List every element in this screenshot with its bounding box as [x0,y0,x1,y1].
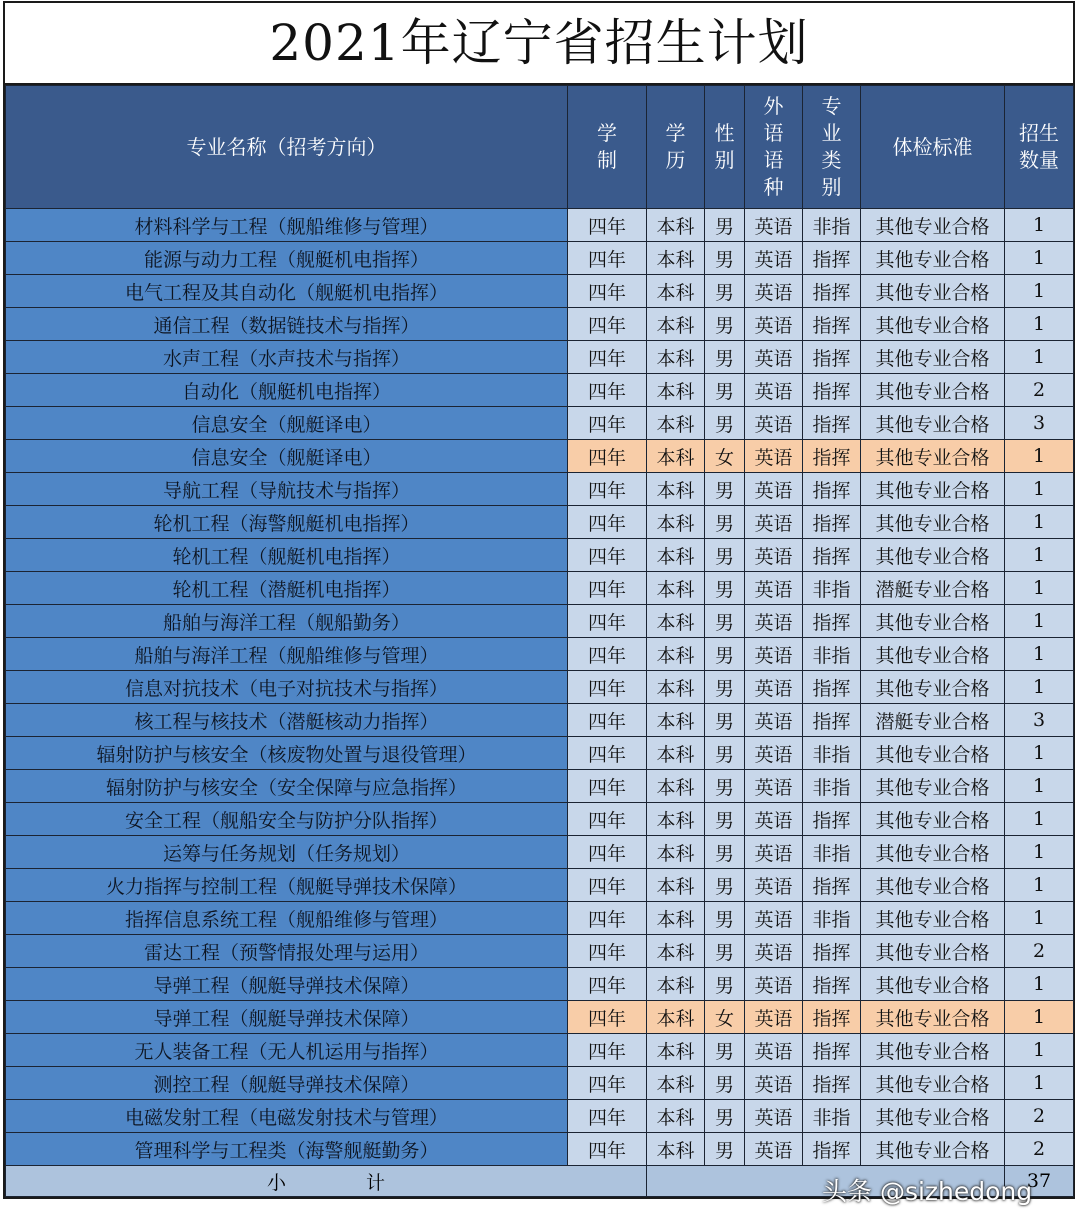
cell-language: 英语 [745,440,803,473]
cell-gender: 男 [705,836,745,869]
cell-degree: 本科 [647,638,705,671]
cell-language: 英语 [745,671,803,704]
cell-category: 指挥 [803,407,861,440]
cell-gender: 男 [705,902,745,935]
cell-category: 非指 [803,902,861,935]
cell-language: 英语 [745,605,803,638]
cell-physical: 其他专业合格 [861,1034,1005,1067]
cell-physical: 其他专业合格 [861,209,1005,242]
cell-language: 英语 [745,539,803,572]
cell-category: 指挥 [803,935,861,968]
cell-physical: 潜艇专业合格 [861,572,1005,605]
table-row [6,935,1074,968]
cell-physical: 其他专业合格 [861,737,1005,770]
cell-language: 英语 [745,407,803,440]
cell-category: 指挥 [803,341,861,374]
cell-language: 英语 [745,902,803,935]
cell-category: 指挥 [803,869,861,902]
cell-degree: 本科 [647,836,705,869]
cell-major: 船舶与海洋工程（舰船维修与管理） [6,638,568,671]
cell-degree: 本科 [647,935,705,968]
cell-quota: 1 [1005,671,1074,704]
cell-duration: 四年 [568,1034,647,1067]
cell-major: 导弹工程（舰艇导弹技术保障） [6,968,568,1001]
cell-category: 非指 [803,737,861,770]
cell-quota: 1 [1005,803,1074,836]
cell-duration: 四年 [568,407,647,440]
cell-major: 管理科学与工程类（海警舰艇勤务） [6,1133,568,1166]
watermark: 头条 @sizhedong [822,1177,1033,1206]
cell-gender: 女 [705,440,745,473]
cell-physical: 其他专业合格 [861,1067,1005,1100]
cell-degree: 本科 [647,902,705,935]
cell-quota: 1 [1005,770,1074,803]
cell-major: 电气工程及其自动化（舰艇机电指挥） [6,275,568,308]
header-major: 专业名称（招考方向） [6,86,568,209]
cell-major: 指挥信息系统工程（舰船维修与管理） [6,902,568,935]
table-row [6,737,1074,770]
cell-degree: 本科 [647,374,705,407]
cell-major: 轮机工程（潜艇机电指挥） [6,572,568,605]
cell-major: 信息安全（舰艇译电） [6,440,568,473]
cell-category: 指挥 [803,1001,861,1034]
table-row [6,770,1074,803]
cell-major: 材料科学与工程（舰船维修与管理） [6,209,568,242]
cell-category: 非指 [803,638,861,671]
cell-duration: 四年 [568,803,647,836]
cell-gender: 男 [705,803,745,836]
cell-physical: 其他专业合格 [861,803,1005,836]
cell-gender: 男 [705,572,745,605]
cell-gender: 男 [705,374,745,407]
cell-gender: 男 [705,539,745,572]
cell-physical: 潜艇专业合格 [861,704,1005,737]
subtotal-label-right: 计 [366,1171,386,1194]
cell-quota: 1 [1005,605,1074,638]
cell-degree: 本科 [647,473,705,506]
cell-quota: 1 [1005,506,1074,539]
cell-major: 轮机工程（海警舰艇机电指挥） [6,506,568,539]
table-row [6,242,1074,275]
table-row [6,869,1074,902]
cell-category: 指挥 [803,1067,861,1100]
cell-category: 指挥 [803,704,861,737]
cell-duration: 四年 [568,605,647,638]
cell-major: 水声工程（水声技术与指挥） [6,341,568,374]
cell-gender: 男 [705,473,745,506]
table-row [6,209,1074,242]
cell-physical: 其他专业合格 [861,407,1005,440]
cell-major: 轮机工程（舰艇机电指挥） [6,539,568,572]
cell-degree: 本科 [647,1067,705,1100]
cell-category: 指挥 [803,275,861,308]
cell-physical: 其他专业合格 [861,836,1005,869]
cell-category: 指挥 [803,1133,861,1166]
cell-gender: 男 [705,341,745,374]
header-degree: 学历 [647,86,705,209]
cell-major: 运筹与任务规划（任务规划） [6,836,568,869]
cell-major: 导弹工程（舰艇导弹技术保障） [6,1001,568,1034]
cell-physical: 其他专业合格 [861,341,1005,374]
cell-degree: 本科 [647,308,705,341]
cell-quota: 1 [1005,869,1074,902]
cell-quota: 1 [1005,1034,1074,1067]
cell-physical: 其他专业合格 [861,1100,1005,1133]
cell-physical: 其他专业合格 [861,1001,1005,1034]
cell-physical: 其他专业合格 [861,473,1005,506]
cell-degree: 本科 [647,869,705,902]
table-row [6,506,1074,539]
cell-gender: 男 [705,1034,745,1067]
cell-language: 英语 [745,341,803,374]
cell-quota: 1 [1005,968,1074,1001]
header-gender: 性别 [705,86,745,209]
cell-language: 英语 [745,1100,803,1133]
cell-degree: 本科 [647,1034,705,1067]
table-row [6,374,1074,407]
enrollment-table [5,85,1074,1197]
cell-physical: 其他专业合格 [861,638,1005,671]
cell-duration: 四年 [568,242,647,275]
cell-quota: 1 [1005,308,1074,341]
cell-language: 英语 [745,506,803,539]
cell-quota: 1 [1005,539,1074,572]
cell-category: 非指 [803,836,861,869]
table-row [6,1133,1074,1166]
cell-major: 能源与动力工程（舰艇机电指挥） [6,242,568,275]
cell-physical: 其他专业合格 [861,968,1005,1001]
cell-language: 英语 [745,374,803,407]
cell-duration: 四年 [568,638,647,671]
cell-duration: 四年 [568,869,647,902]
subtotal-row [6,1166,1074,1197]
cell-gender: 男 [705,506,745,539]
cell-language: 英语 [745,869,803,902]
cell-category: 指挥 [803,1034,861,1067]
table-row [6,902,1074,935]
cell-category: 非指 [803,572,861,605]
cell-degree: 本科 [647,704,705,737]
cell-gender: 男 [705,968,745,1001]
cell-language: 英语 [745,572,803,605]
cell-gender: 男 [705,605,745,638]
table-row [6,440,1074,473]
cell-duration: 四年 [568,209,647,242]
cell-duration: 四年 [568,440,647,473]
cell-degree: 本科 [647,209,705,242]
cell-category: 非指 [803,209,861,242]
cell-duration: 四年 [568,968,647,1001]
table-row [6,275,1074,308]
cell-language: 英语 [745,1001,803,1034]
cell-category: 指挥 [803,506,861,539]
header-quota: 招生数量 [1005,86,1074,209]
cell-degree: 本科 [647,572,705,605]
cell-quota: 1 [1005,737,1074,770]
table-row [6,1001,1074,1034]
cell-quota: 1 [1005,638,1074,671]
cell-major: 辐射防护与核安全（安全保障与应急指挥） [6,770,568,803]
cell-category: 指挥 [803,605,861,638]
cell-duration: 四年 [568,275,647,308]
table-row [6,968,1074,1001]
cell-major: 自动化（舰艇机电指挥） [6,374,568,407]
cell-category: 指挥 [803,308,861,341]
cell-major: 信息安全（舰艇译电） [6,407,568,440]
cell-duration: 四年 [568,737,647,770]
cell-major: 测控工程（舰艇导弹技术保障） [6,1067,568,1100]
cell-major: 导航工程（导航技术与指挥） [6,473,568,506]
cell-degree: 本科 [647,1001,705,1034]
cell-category: 指挥 [803,968,861,1001]
table-row [6,473,1074,506]
cell-gender: 女 [705,1001,745,1034]
table-row [6,308,1074,341]
cell-category: 指挥 [803,440,861,473]
cell-language: 英语 [745,473,803,506]
table-row [6,638,1074,671]
cell-major: 通信工程（数据链技术与指挥） [6,308,568,341]
subtotal-label [6,1166,647,1197]
cell-language: 英语 [745,242,803,275]
cell-gender: 男 [705,242,745,275]
cell-category: 指挥 [803,803,861,836]
header-physical: 体检标准 [861,86,1005,209]
cell-duration: 四年 [568,1100,647,1133]
cell-physical: 其他专业合格 [861,935,1005,968]
cell-quota: 3 [1005,407,1074,440]
subtotal-blank [647,1166,1005,1197]
cell-degree: 本科 [647,440,705,473]
cell-quota: 2 [1005,1100,1074,1133]
cell-gender: 男 [705,671,745,704]
cell-physical: 其他专业合格 [861,770,1005,803]
cell-language: 英语 [745,704,803,737]
header-language: 外语语种 [745,86,803,209]
subtotal-value: 37 [1005,1166,1074,1197]
cell-duration: 四年 [568,572,647,605]
cell-category: 指挥 [803,473,861,506]
cell-category: 非指 [803,1100,861,1133]
cell-quota: 1 [1005,242,1074,275]
cell-physical: 其他专业合格 [861,242,1005,275]
cell-physical: 其他专业合格 [861,440,1005,473]
cell-category: 非指 [803,770,861,803]
cell-major: 核工程与核技术（潜艇核动力指挥） [6,704,568,737]
cell-degree: 本科 [647,341,705,374]
cell-physical: 其他专业合格 [861,506,1005,539]
cell-quota: 2 [1005,1133,1074,1166]
cell-duration: 四年 [568,1067,647,1100]
cell-degree: 本科 [647,770,705,803]
cell-quota: 1 [1005,1001,1074,1034]
cell-duration: 四年 [568,836,647,869]
cell-degree: 本科 [647,803,705,836]
cell-gender: 男 [705,209,745,242]
table-row [6,671,1074,704]
cell-major: 安全工程（舰船安全与防护分队指挥） [6,803,568,836]
header-row [6,86,1074,209]
table-row [6,572,1074,605]
cell-physical: 其他专业合格 [861,869,1005,902]
table-row [6,1067,1074,1100]
cell-degree: 本科 [647,539,705,572]
cell-major: 雷达工程（预警情报处理与运用） [6,935,568,968]
header-category: 专业类别 [803,86,861,209]
cell-language: 英语 [745,836,803,869]
cell-degree: 本科 [647,275,705,308]
header-duration: 学制 [568,86,647,209]
cell-language: 英语 [745,1034,803,1067]
cell-duration: 四年 [568,704,647,737]
enrollment-sheet [3,1,1075,1199]
cell-physical: 其他专业合格 [861,308,1005,341]
cell-degree: 本科 [647,605,705,638]
cell-language: 英语 [745,803,803,836]
cell-degree: 本科 [647,1133,705,1166]
cell-duration: 四年 [568,671,647,704]
cell-gender: 男 [705,275,745,308]
cell-quota: 1 [1005,440,1074,473]
cell-category: 指挥 [803,242,861,275]
subtotal-label-left: 小 [266,1171,286,1194]
cell-category: 指挥 [803,539,861,572]
cell-quota: 1 [1005,473,1074,506]
cell-quota: 1 [1005,1067,1074,1100]
cell-gender: 男 [705,737,745,770]
cell-degree: 本科 [647,968,705,1001]
cell-language: 英语 [745,1067,803,1100]
cell-physical: 其他专业合格 [861,902,1005,935]
cell-language: 英语 [745,275,803,308]
cell-gender: 男 [705,770,745,803]
page-title: 2021年辽宁省招生计划 [5,3,1073,85]
cell-language: 英语 [745,1133,803,1166]
cell-physical: 其他专业合格 [861,374,1005,407]
cell-gender: 男 [705,869,745,902]
cell-duration: 四年 [568,341,647,374]
cell-language: 英语 [745,737,803,770]
cell-duration: 四年 [568,539,647,572]
cell-physical: 其他专业合格 [861,605,1005,638]
cell-gender: 男 [705,935,745,968]
cell-gender: 男 [705,407,745,440]
cell-degree: 本科 [647,1100,705,1133]
cell-duration: 四年 [568,374,647,407]
cell-major: 信息对抗技术（电子对抗技术与指挥） [6,671,568,704]
cell-quota: 1 [1005,836,1074,869]
cell-major: 电磁发射工程（电磁发射技术与管理） [6,1100,568,1133]
cell-degree: 本科 [647,407,705,440]
cell-quota: 1 [1005,209,1074,242]
table-row [6,836,1074,869]
cell-major: 辐射防护与核安全（核废物处置与退役管理） [6,737,568,770]
cell-physical: 其他专业合格 [861,275,1005,308]
table-row [6,704,1074,737]
cell-duration: 四年 [568,1133,647,1166]
table-row [6,539,1074,572]
cell-quota: 2 [1005,935,1074,968]
cell-duration: 四年 [568,1001,647,1034]
cell-gender: 男 [705,308,745,341]
cell-major: 船舶与海洋工程（舰船勤务） [6,605,568,638]
cell-category: 指挥 [803,671,861,704]
table-body [6,209,1074,1166]
cell-major: 火力指挥与控制工程（舰艇导弹技术保障） [6,869,568,902]
cell-gender: 男 [705,1067,745,1100]
cell-gender: 男 [705,1100,745,1133]
table-row [6,605,1074,638]
cell-duration: 四年 [568,506,647,539]
cell-degree: 本科 [647,506,705,539]
cell-quota: 1 [1005,275,1074,308]
cell-degree: 本科 [647,671,705,704]
cell-quota: 1 [1005,902,1074,935]
cell-language: 英语 [745,308,803,341]
cell-quota: 2 [1005,374,1074,407]
cell-gender: 男 [705,1133,745,1166]
cell-quota: 3 [1005,704,1074,737]
cell-physical: 其他专业合格 [861,671,1005,704]
cell-language: 英语 [745,935,803,968]
cell-quota: 1 [1005,572,1074,605]
table-row [6,1100,1074,1133]
cell-gender: 男 [705,638,745,671]
cell-duration: 四年 [568,770,647,803]
cell-duration: 四年 [568,902,647,935]
table-row [6,407,1074,440]
cell-duration: 四年 [568,308,647,341]
cell-physical: 其他专业合格 [861,539,1005,572]
table-row [6,803,1074,836]
cell-physical: 其他专业合格 [861,1133,1005,1166]
cell-category: 指挥 [803,374,861,407]
cell-language: 英语 [745,209,803,242]
cell-quota: 1 [1005,341,1074,374]
cell-language: 英语 [745,638,803,671]
cell-language: 英语 [745,968,803,1001]
cell-degree: 本科 [647,242,705,275]
cell-degree: 本科 [647,737,705,770]
cell-gender: 男 [705,704,745,737]
cell-duration: 四年 [568,935,647,968]
table-row [6,1034,1074,1067]
table-row [6,341,1074,374]
cell-major: 无人装备工程（无人机运用与指挥） [6,1034,568,1067]
cell-duration: 四年 [568,473,647,506]
cell-language: 英语 [745,770,803,803]
